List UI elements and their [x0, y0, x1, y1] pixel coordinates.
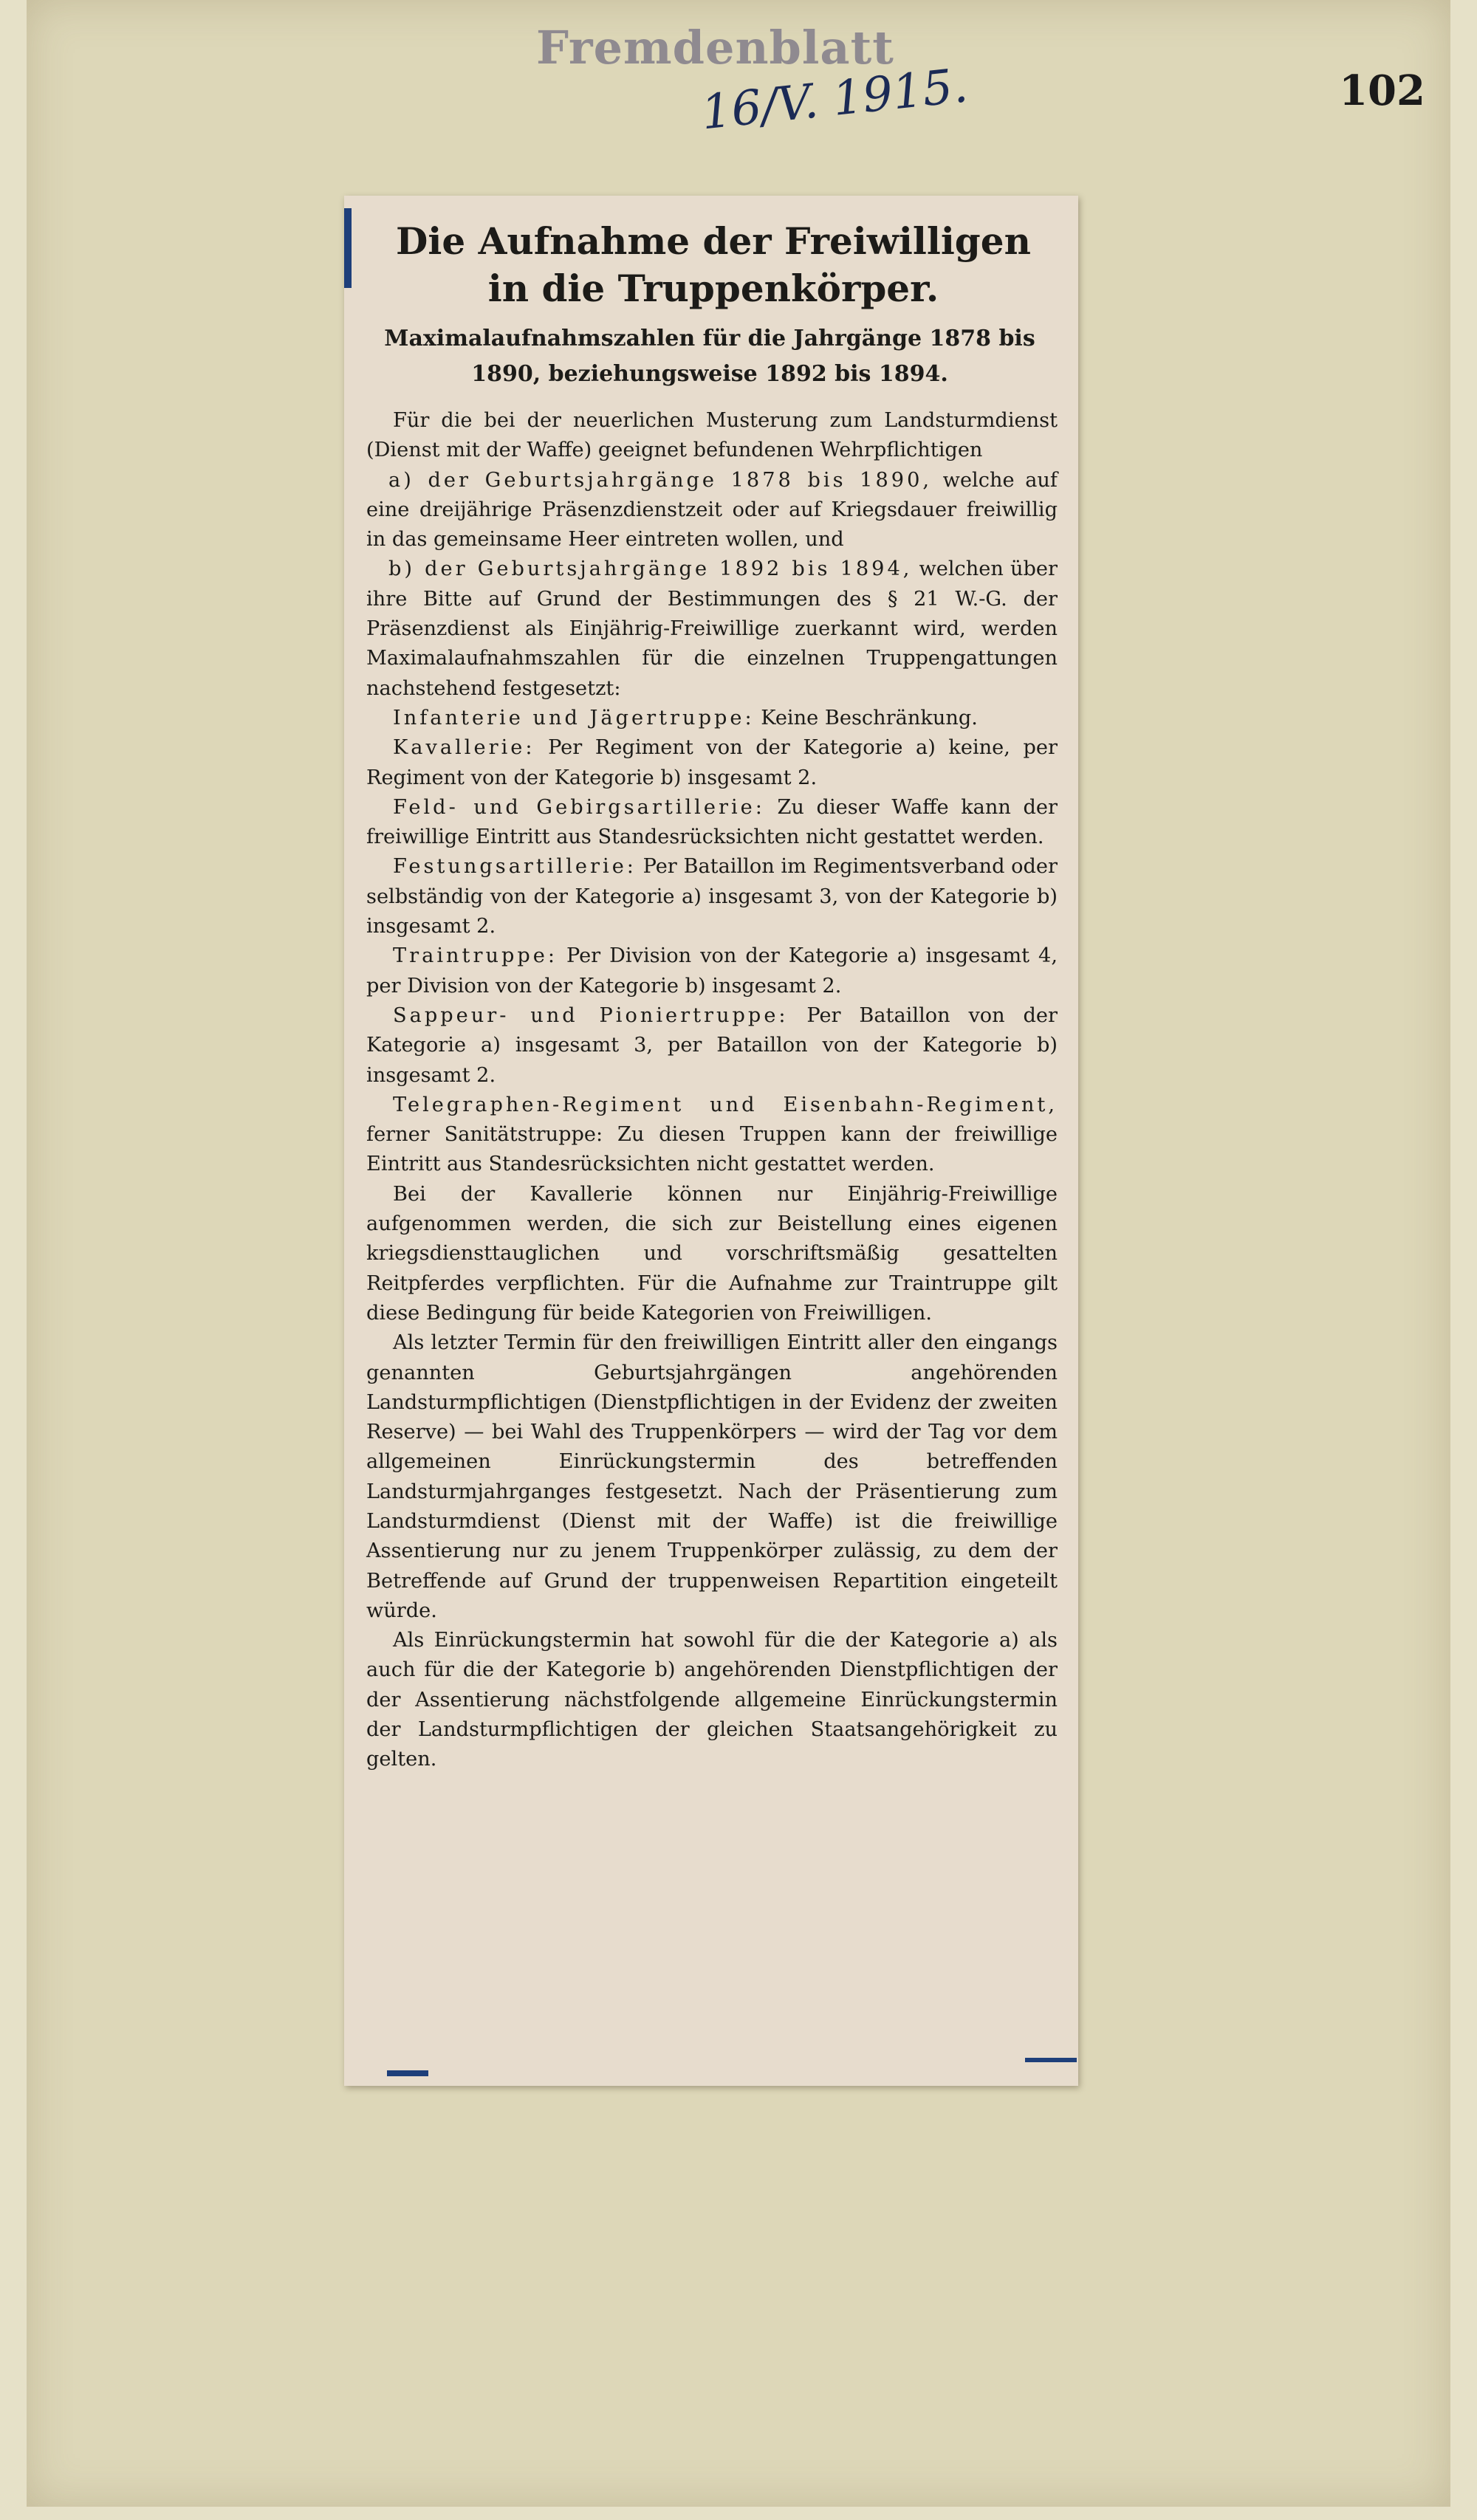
paragraph-kavallerie: Kavallerie: Per Regiment von der Kategorie a) keine, per Regiment von der Kategorie b) insgesamt 2.: [366, 736, 1058, 789]
paragraph-sappeur: Sappeur- und Pioniertruppe: Per Bataillon von der Kategorie a) insgesamt 3, per Bataillon von der Kategorie b) insgesamt 2.: [366, 1003, 1058, 1087]
paragraph-telegraphen: Telegraphen-Regiment und Eisenbahn-Regiment, ferner Sanitätstruppe: Zu diesen Truppen kann der freiwillige Eintritt aus Standesrücksichten nicht gestattet werden.: [366, 1093, 1058, 1176]
paragraph-festungsartillerie: Festungsartillerie: Per Bataillon im Regimentsverband oder selbständig von der Kategorie a) insgesamt 3, von der Kategorie b) insgesamt 2.: [366, 855, 1058, 938]
paragraph-infanterie: Infanterie und Jägertruppe: Keine Beschränkung.: [393, 706, 978, 729]
paragraph-intro: Für die bei der neuerlichen Musterung zum Landsturmdienst (Dienst mit der Waffe) geeignet befundenen Wehrpflichtigen: [366, 409, 1058, 462]
blue-pencil-mark: [1025, 2058, 1077, 2062]
paragraph-letzter-termin: Als letzter Termin für den freiwilligen Eintritt aller den eingangs genannten Geburtsjahrgängen angehörenden Landsturmpflichtigen (Dienstpflichtigen in der Evidenz der zweiten Reserve) — bei Wahl des Truppenkörpers — wird der Tag vor dem allgemeinen Einrückungstermin des betreffenden Landsturmjahrganges festgesetzt. Nach der Präsentierung zum Landsturmdienst (Dienst mit der Waffe) ist die freiwillige Assentierung nur zu jenem Truppenkörper zulässig, zu dem der Betreffende auf Grund der truppenweisen Repartition eingeteilt würde.: [366, 1331, 1058, 1622]
article-subheadline: Maximalaufnahmszahlen für die Jahrgänge 1878 bis 1890, beziehungsweise 1892 bis 1894.: [384, 326, 1035, 387]
handwritten-date: 16/V. 1915.: [699, 58, 970, 141]
page-number: 102: [1339, 66, 1425, 115]
paragraph-einrueckungstermin: Als Einrückungstermin hat sowohl für die der Kategorie a) als auch für die der Kategorie b) angehörenden Dienstpflichtigen der der Assentierung nächstfolgende allgemeine Einrückungstermin der Landsturmpflichtigen der gleichen Staatsangehörigkeit zu gelten.: [366, 1629, 1058, 1771]
article-headline: Die Aufnahme der Freiwilligen in die Truppenkörper.: [396, 219, 1031, 310]
newspaper-clipping: [344, 196, 1078, 2086]
blue-pencil-mark: [387, 2070, 428, 2076]
paragraph-kavallerie-bedingung: Bei der Kavallerie können nur Einjährig-Freiwillige aufgenommen werden, die sich zur Beistellung eines eigenen kriegsdiensttauglichen und vorschriftsmäßig gesattelten Reitpferdes verpflichten. Für die Aufnahme zur Traintruppe gilt diese Bedingung für beide Kategorien von Freiwilligen.: [366, 1182, 1058, 1325]
paragraph-traintruppe: Traintruppe: Per Division von der Kategorie a) insgesamt 4, per Division von der Kategorie b) insgesamt 2.: [366, 944, 1058, 998]
paragraph-feldartillerie: Feld- und Gebirgsartillerie: Zu dieser Waffe kann der freiwillige Eintritt aus Standesrücksichten nicht gestattet werden.: [366, 795, 1058, 849]
newspaper-stamp: Fremdenblatt: [536, 21, 894, 75]
paragraph-item-b: b) der Geburtsjahrgänge 1892 bis 1894, welchen über ihre Bitte auf Grund der Bestimmungen des § 21 W.-G. der Präsenzdienst als Einjährig-Freiwillige zuerkannt wird, werden Maximalaufnahmszahlen für die einzelnen Truppengattungen nachstehend festgesetzt:: [366, 557, 1058, 700]
blue-pencil-mark: [344, 208, 352, 288]
article-body: [366, 406, 1058, 1775]
paragraph-item-a: a) der Geburtsjahrgänge 1878 bis 1890, welche auf eine dreijährige Präsenzdienstzeit oder auf Kriegsdauer freiwillig in das gemeinsame Heer eintreten wollen, und: [366, 468, 1058, 552]
